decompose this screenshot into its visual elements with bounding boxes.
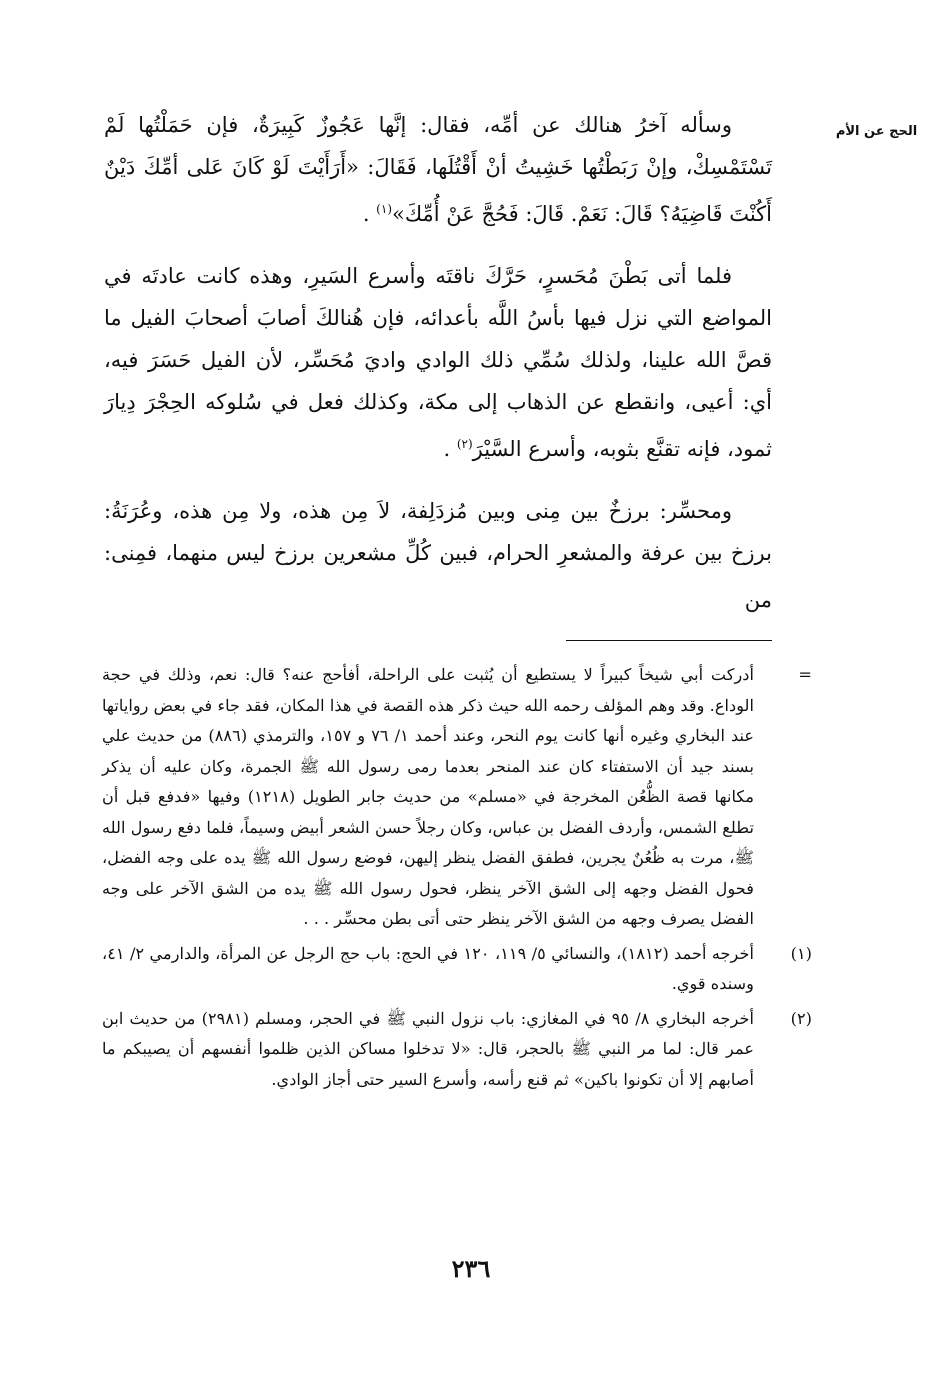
- footnote-ref: (٢): [456, 437, 473, 451]
- footnote-number: =: [798, 665, 812, 684]
- footnotes: [102, 660, 812, 1099]
- footnote-text: أخرجه البخاري ٨/ ٩٥ في المغازي: باب نزول النبي ﷺ في الحجر، ومسلم (٢٩٨١) من حديث ابن عمر قال: لما مر النبي ﷺ بالحجر، قال: «لا تدخلوا مساكن الذين ظلموا أنفسهم أن يصيبكم ما أصابهم إلا أن تكونوا باكين» ثم قنع رأسه، وأسرع السير حتى أجاز الوادي.: [102, 1008, 754, 1089]
- paragraph-end: .: [443, 437, 457, 461]
- page-number: ٢٣٦: [451, 1254, 491, 1283]
- footnote: [102, 660, 812, 935]
- footnote-text: أدركت أبي شيخاً كبيراً لا يستطيع أن يُثبت على الراحلة، أفأحج عنه؟ قال: نعم، وذلك في حجة الوداع. وقد وهم المؤلف رحمه الله حيث ذكر هذه القصة في هذا المكان، فقد جاء في بعض رواياتها عند البخاري وغيره أنها كانت يوم النحر، وعند أحمد ١/ ٧٦ و ١٥٧، والترمذي (٨٨٦) من حديث علي بسند جيد أن الاستفتاء كان عند المنحر بعدما رمى رسول الله ﷺ الجمرة، وكان عليه أن يذكر مكانها قصة الظُّعُن المخرجة في «مسلم» من حديث جابر الطويل (١٢١٨) وفيها «فدفع قبل أن تطلع الشمس، وأردف الفضل بن عباس، وكان رجلاً حسن الشعر أبيض وسيماً، فلما دفع رسول الله ﷺ، مرت به ظُعُنٌ يجرين، فطفق الفضل ينظر إليهن، فوضع رسول الله ﷺ يده على وجه الفضل، فحول الفضل وجهه إلى الشق الآخر ينظر، فحول رسول الله ﷺ يده من الشق الآخر على وجه الفضل يصرف وجهه من الشق الآخر ينظر حتى أتى بطن محسِّر . . .: [102, 665, 755, 928]
- paragraph-end: .: [362, 202, 377, 226]
- footnote-number: (١): [790, 943, 812, 963]
- margin-heading: الحج عن الأم: [835, 124, 918, 139]
- paragraph-text: فلما أتى بَطْنَ مُحَسرٍ، حَرَّكَ ناقتَه وأسرع السَيرِ، وهذه كانت عادتَه في المواضع التي نزل فيها بأسُ اللَّه بأعدائه، فإن هُنالكَ أصابَ أصحابَ الفيل ما قصَّ الله علينا، ولذلك سُمِّي ذلك الوادي واديَ مُحَسِّر، لأن الفيل حَسَرَ فيه، أي: أعيى، وانقطع عن الذهاب إلى مكة، وكذلك فعل في سُلوكه الحِجْرَ دِيارَ ثمود، فإنه تقنَّع بثوبه، وأسرع السَّيْرَ: [104, 264, 772, 461]
- footnote: [102, 939, 812, 1000]
- footnote-divider: [566, 640, 772, 641]
- paragraph-text: وسأله آخرُ هنالك عن أمِّه، فقال: إنَّها عَجُوزٌ كَبِيرَةٌ، فإن حَمَلْتُها لَمْ تَسْتَمْسِكْ، وإنْ رَبَطْتُها خَشِيتُ أنْ أَقْتُلَها، فَقَالَ: «أَرَأَيْتَ لَوْ كَانَ عَلى أمِّكَ دَيْنٌ أَكُنْتَ قَاضِيَهُ؟ قَالَ: نَعَمْ. قَالَ: فَحُجَّ عَنْ أُمِّكَ»: [104, 113, 772, 226]
- footnote-ref: (١): [376, 202, 392, 216]
- paragraph: [104, 490, 772, 621]
- footnote: [102, 1004, 812, 1096]
- footnote-text: أخرجه أحمد (١٨١٢)، والنسائي ٥/ ١١٩، ١٢٠ في الحج: باب حج الرجل عن المرأة، والدارمي ٢/ ٤١، وسنده قوي.: [102, 943, 754, 993]
- paragraph: [104, 104, 772, 235]
- footnote-number: (٢): [790, 1008, 812, 1028]
- paragraph: [104, 255, 772, 470]
- main-text: [104, 104, 772, 641]
- paragraph-text: ومحسِّر: برزخٌ بين مِنى وبين مُزدَلِفة، لاَ مِن هذه، ولا مِن هذه، وعُرَنَةُ: برزخ بين عرفة والمشعرِ الحرام، فبين كُلِّ مشعرين برزخ ليس منهما، فمِنى: من: [104, 499, 772, 612]
